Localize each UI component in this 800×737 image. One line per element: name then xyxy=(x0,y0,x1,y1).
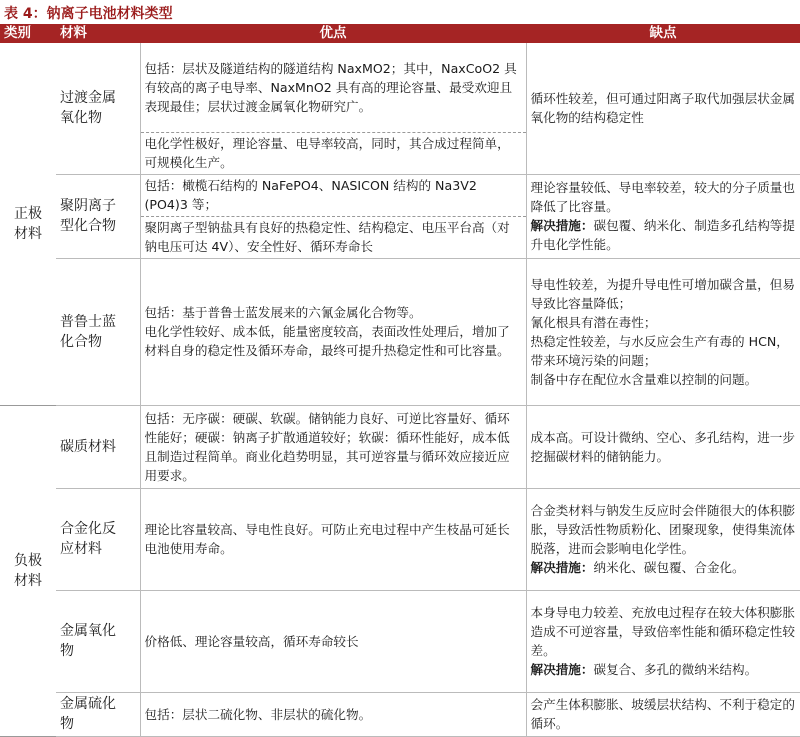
disadvantages-cell: 会产生体积膨胀、坡缓层状结构、不利于稳定的循环。 xyxy=(526,692,800,736)
advantages-cell: 包括：层状及隧道结构的隧道结构 NaxMO2；其中，NaxCoO2 具有较高的离子电导率、NaxMnO2 具有高的理论容量、最受欢迎且表现最佳；层状过渡金属氧化物研究广。 xyxy=(140,43,526,132)
category-anode: 负极 材料 xyxy=(0,405,56,736)
table-title: 表 4：钠离子电池材料类型 xyxy=(4,6,173,22)
category-cathode: 正极 材料 xyxy=(0,43,56,405)
material-polyanion: 聚阴离子 型化合物 xyxy=(56,174,140,258)
disadvantages-cell: 导电性较差，为提升导电性可增加碳含量，但易导致比容量降低； 氰化根具有潜在毒性； 热稳定性较差，与水反应会生产有毒的 HCN，带来环境污染的问题； 制备中存在配位水含量难以控制的问题。 xyxy=(526,258,800,405)
table-row xyxy=(0,258,800,405)
advantages-cell: 聚阴离子型钠盐具有良好的热稳定性、结构稳定、电压平台高（对钠电压可达 4V）、安全性好、循环寿命长 xyxy=(140,216,526,258)
disadvantages-cell: 循环性较差，但可通过阳离子取代加强层状金属氧化物的结构稳定性 xyxy=(526,43,800,174)
advantages-cell: 包括：无序碳：硬碳、软碳。储钠能力良好、可逆比容量好、循环性能好；硬碳：钠离子扩散通道较好；软碳：循环性能好，成本低且制造过程简单。商业化趋势明显，其可逆容量与循环效应接近应用要求。 xyxy=(140,405,526,488)
sodium-battery-materials-table xyxy=(0,24,800,737)
table-row xyxy=(0,692,800,736)
table-row xyxy=(0,590,800,692)
advantages-cell: 电化学性极好，理论容量、电导率较高，同时，其合成过程简单，可规模化生产。 xyxy=(140,132,526,174)
advantages-cell: 包括：层状二硫化物、非层状的硫化物。 xyxy=(140,692,526,736)
disadvantages-cell: 合金类材料与钠发生反应时会伴随很大的体积膨胀，导致活性物质粉化、团聚现象，使得集流体脱落，进而会影响电化学性。 解决措施：纳米化、碳包覆、合金化。 xyxy=(526,488,800,590)
disadvantages-cell: 本身导电力较差、充放电过程存在较大体积膨胀造成不可逆容量，导致倍率性能和循环稳定性较差。 解决措施：碳复合、多孔的微纳米结构。 xyxy=(526,590,800,692)
header-row xyxy=(0,24,800,43)
material-prussian-blue: 普鲁士蓝 化合物 xyxy=(56,258,140,405)
advantages-cell: 理论比容量较高、导电性良好。可防止充电过程中产生枝晶可延长电池使用寿命。 xyxy=(140,488,526,590)
table-row xyxy=(0,405,800,488)
advantages-cell: 包括：基于普鲁士蓝发展来的六氰金属化合物等。 电化学性较好、成本低，能量密度较高，表面改性处理后，增加了材料自身的稳定性及循环寿命，最终可提升热稳定性和可比容量。 xyxy=(140,258,526,405)
material-alloy: 合金化反 应材料 xyxy=(56,488,140,590)
disadvantages-cell: 成本高。可设计微纳、空心、多孔结构，进一步挖掘碳材料的储钠能力。 xyxy=(526,405,800,488)
table-row xyxy=(0,43,800,132)
material-transition-metal-oxide: 过渡金属 氧化物 xyxy=(56,43,140,174)
material-metal-oxide: 金属氧化 物 xyxy=(56,590,140,692)
table-row xyxy=(0,174,800,216)
material-carbon: 碳质材料 xyxy=(56,405,140,488)
header-category: 类别 xyxy=(0,24,56,43)
material-metal-sulfide: 金属硫化 物 xyxy=(56,692,140,736)
advantages-cell: 包括：橄榄石结构的 NaFePO4、NASICON 结构的 Na3V2 (PO4)3 等； xyxy=(140,174,526,216)
disadvantages-cell: 理论容量较低、导电率较差，较大的分子质量也降低了比容量。 解决措施：碳包覆、纳米化、制造多孔结构等提升电化学性能。 xyxy=(526,174,800,258)
table-row xyxy=(0,488,800,590)
header-advantages: 优点 xyxy=(140,24,526,43)
header-material: 材料 xyxy=(56,24,140,43)
header-disadvantages: 缺点 xyxy=(526,24,800,43)
advantages-cell: 价格低、理论容量较高，循环寿命较长 xyxy=(140,590,526,692)
